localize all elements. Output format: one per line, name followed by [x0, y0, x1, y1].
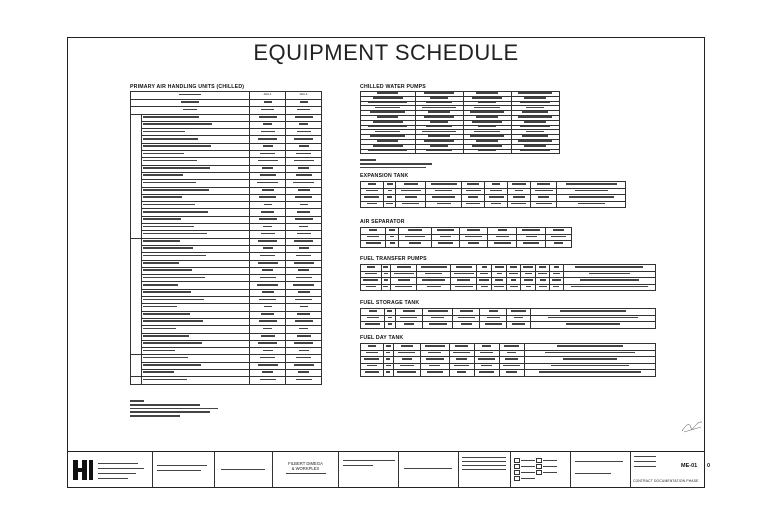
- ahu-param: [142, 151, 250, 158]
- schedule-cell: [563, 284, 655, 291]
- ahu-row: [131, 114, 322, 121]
- schedule-cell: [524, 370, 655, 377]
- air-separator-table: [360, 227, 572, 248]
- phase-label: CONTRACT DOCUMENTATION PHASE: [633, 479, 699, 483]
- ahu-row: [131, 340, 322, 347]
- tb-architect: [68, 452, 153, 487]
- ahu-value: [286, 362, 322, 369]
- fuel-day-table: [360, 343, 656, 377]
- ahu-param: [142, 121, 250, 128]
- ahu-value: [286, 326, 322, 333]
- ahu-value: [250, 260, 286, 267]
- ahu-value: [250, 143, 286, 150]
- ahu-param: [142, 369, 250, 376]
- schedule-cell: [488, 241, 516, 248]
- schedule-cell: [395, 322, 422, 329]
- ahu-row: [131, 318, 322, 325]
- schedule-cell: [474, 370, 499, 377]
- schedule-cell: [530, 201, 557, 208]
- schedule-cell: [546, 241, 572, 248]
- schedule-cell: [549, 284, 563, 291]
- ahu-value: [286, 209, 322, 216]
- ahu-param: [142, 289, 250, 296]
- ahu-title: PRIMARY AIR HANDLING UNITS (CHILLED): [130, 84, 245, 90]
- ahu-param: [142, 172, 250, 179]
- ahu-param: [142, 224, 250, 231]
- ahu-row: [131, 333, 322, 340]
- tb-consultant: [153, 452, 215, 487]
- ahu-value: [250, 194, 286, 201]
- schedule-row: [361, 370, 656, 377]
- ahu-value: [286, 114, 322, 121]
- ahu-value: [286, 100, 322, 107]
- ahu-row: [131, 304, 322, 311]
- ahu-param: [142, 129, 250, 136]
- ahu-value: [286, 151, 322, 158]
- ahu-value: [250, 165, 286, 172]
- ahu-row: [131, 377, 322, 384]
- ahu-param: [142, 238, 250, 245]
- ahu-param: [142, 340, 250, 347]
- ahu-param: [142, 333, 250, 340]
- project-name-line1: FILBERT DIMEGA: [288, 461, 323, 466]
- schedule-cell: [516, 241, 546, 248]
- ahu-param: [142, 267, 250, 274]
- schedule-cell: [361, 241, 386, 248]
- schedule-cell: [477, 284, 492, 291]
- schedule-cell: [399, 241, 432, 248]
- schedule-cell: [511, 149, 559, 154]
- ahu-param: [142, 158, 250, 165]
- ahu-value: [250, 209, 286, 216]
- ahu-value: [286, 318, 322, 325]
- signature-mark: [681, 419, 703, 433]
- ahu-value: [250, 129, 286, 136]
- ahu-header-designation: [131, 92, 250, 100]
- ahu-value: [250, 187, 286, 194]
- ahu-row: [131, 129, 322, 136]
- ahu-param: [142, 136, 250, 143]
- schedule-cell: [453, 322, 480, 329]
- sheet-title: EQUIPMENT SCHEDULE: [253, 40, 519, 65]
- ahu-row: [131, 216, 322, 223]
- schedule-cell: [390, 284, 417, 291]
- ahu-value: [286, 143, 322, 150]
- ahu-value: [286, 245, 322, 252]
- schedule-cell: [450, 284, 477, 291]
- tb-revisions: [459, 452, 511, 487]
- project-name-line2: & WORKPLEX: [291, 466, 320, 472]
- ahu-param: [131, 100, 250, 107]
- schedule-cell: [361, 201, 384, 208]
- ahu-value: [250, 180, 286, 187]
- ahu-row: [131, 369, 322, 376]
- ahu-value: [250, 136, 286, 143]
- chw-pumps-title: CHILLED WATER PUMPS: [360, 84, 426, 90]
- schedule-cell: [508, 201, 531, 208]
- ahu-value: [286, 275, 322, 282]
- schedule-cell: [425, 201, 462, 208]
- schedule-row: [361, 284, 656, 291]
- fuel-transfer-title: FUEL TRANSFER PUMPS: [360, 256, 427, 262]
- ahu-value: [286, 355, 322, 362]
- ahu-param: [142, 318, 250, 325]
- ahu-row: [131, 253, 322, 260]
- ahu-value: [286, 253, 322, 260]
- ahu-value: [286, 267, 322, 274]
- schedule-row: [361, 241, 572, 248]
- tb-drawing-title: [571, 452, 631, 487]
- ahu-value: [250, 253, 286, 260]
- ahu-value: [250, 216, 286, 223]
- ahu-row: [131, 143, 322, 150]
- schedule-cell: [361, 370, 384, 377]
- ahu-value: [286, 180, 322, 187]
- schedule-cell: [383, 201, 396, 208]
- ahu-param: [142, 194, 250, 201]
- ahu-group-label: [131, 114, 142, 238]
- schedule-cell: [383, 370, 393, 377]
- ahu-value: [286, 297, 322, 304]
- ahu-value: [286, 194, 322, 201]
- ahu-value: [250, 289, 286, 296]
- ahu-value: [250, 224, 286, 231]
- ahu-value: [250, 202, 286, 209]
- schedule-cell: [421, 370, 450, 377]
- air-separator-title: AIR SEPARATOR: [360, 219, 405, 225]
- schedule-row: [361, 149, 560, 154]
- project-name: [273, 461, 338, 472]
- ahu-value: [286, 202, 322, 209]
- ahu-row: [131, 136, 322, 143]
- ahu-value: [286, 129, 322, 136]
- drawing-sheet: [67, 37, 711, 488]
- schedule-row: [361, 322, 656, 329]
- fuel-storage-title: FUEL STORAGE TANK: [360, 300, 420, 306]
- ahu-row: [131, 297, 322, 304]
- ahu-value: [250, 362, 286, 369]
- ahu-param: [142, 253, 250, 260]
- chw-pumps-table: [360, 91, 560, 154]
- ahu-param: [142, 165, 250, 172]
- ahu-notes: [130, 400, 218, 418]
- ahu-value: [250, 340, 286, 347]
- ahu-value: [286, 348, 322, 355]
- ahu-row: [131, 151, 322, 158]
- schedule-cell: [422, 322, 453, 329]
- ahu-row: [131, 289, 322, 296]
- ahu-row: [131, 158, 322, 165]
- tb-sheet-info: [631, 452, 711, 487]
- ahu-value: [250, 114, 286, 121]
- schedule-row: [361, 201, 626, 208]
- schedule-cell: [462, 201, 485, 208]
- fuel-day-title: FUEL DAY TANK: [360, 335, 404, 341]
- ahu-row: [131, 267, 322, 274]
- ahu-param: [142, 362, 250, 369]
- sheet-number: ME-01: [681, 463, 698, 469]
- ahu-param: [142, 187, 250, 194]
- ahu-row: [131, 260, 322, 267]
- ahu-row: [131, 362, 322, 369]
- ahu-value: [286, 304, 322, 311]
- ahu-param: [142, 216, 250, 223]
- ahu-value: [250, 107, 286, 114]
- tb-contractor: [399, 452, 459, 487]
- ahu-value: [286, 107, 322, 114]
- ahu-row: [131, 282, 322, 289]
- schedule-cell: [531, 322, 656, 329]
- ahu-param: [131, 107, 250, 114]
- schedule-cell: [361, 322, 385, 329]
- schedule-cell: [480, 322, 507, 329]
- ahu-param: [142, 304, 250, 311]
- ahu-value: [286, 172, 322, 179]
- ahu-value: [286, 289, 322, 296]
- ahu-value: [250, 100, 286, 107]
- schedule-cell: [463, 149, 511, 154]
- tb-client: [339, 452, 399, 487]
- schedule-cell: [521, 284, 536, 291]
- ahu-row: [131, 355, 322, 362]
- ahu-value: [250, 326, 286, 333]
- schedule-cell: [507, 322, 531, 329]
- ahu-row: [131, 311, 322, 318]
- ahu-value: [286, 377, 322, 384]
- schedule-cell: [386, 241, 399, 248]
- ahu-value: [286, 165, 322, 172]
- ahu-param: [142, 209, 250, 216]
- schedule-cell: [460, 241, 488, 248]
- ahu-value: [250, 355, 286, 362]
- ahu-param: [142, 180, 250, 187]
- ahu-param: [142, 114, 250, 121]
- ahu-param: [142, 311, 250, 318]
- ahu-value: [250, 238, 286, 245]
- schedule-cell: [485, 201, 508, 208]
- ahu-row: [131, 194, 322, 201]
- ahu-row: [131, 238, 322, 245]
- tb-project: [273, 452, 339, 487]
- ahu-value: [286, 231, 322, 238]
- ahu-value: [250, 304, 286, 311]
- title-block: [68, 451, 711, 487]
- ahu-group-label: [131, 377, 142, 384]
- ahu-table: [130, 91, 322, 385]
- ahu-group-label: [131, 355, 142, 377]
- revision-number: 0: [707, 463, 711, 469]
- ahu-row: [131, 209, 322, 216]
- ahu-param: [142, 377, 250, 384]
- ahu-value: [286, 369, 322, 376]
- ahu-value: [250, 158, 286, 165]
- schedule-cell: [557, 201, 626, 208]
- ahu-value: [250, 369, 286, 376]
- schedule-cell: [415, 149, 463, 154]
- schedule-cell: [499, 370, 524, 377]
- ahu-value: [286, 224, 322, 231]
- ahu-param: [142, 282, 250, 289]
- ahu-value: [250, 172, 286, 179]
- ahu-row: [131, 245, 322, 252]
- ahu-row: [131, 121, 322, 128]
- expansion-tank-title: EXPANSION TANK: [360, 173, 409, 179]
- ahu-value: [250, 231, 286, 238]
- ahu-value: [250, 348, 286, 355]
- ahu-value: [250, 267, 286, 274]
- firm-logo: [73, 460, 95, 480]
- ahu-value: [250, 245, 286, 252]
- ahu-header-unit-2: AHU-2: [286, 92, 322, 100]
- schedule-cell: [393, 370, 421, 377]
- schedule-cell: [361, 284, 382, 291]
- ahu-value: [250, 275, 286, 282]
- ahu-param: [142, 275, 250, 282]
- ahu-value: [250, 151, 286, 158]
- ahu-row: [131, 165, 322, 172]
- ahu-value: [250, 333, 286, 340]
- ahu-row: [131, 107, 322, 114]
- ahu-value: [250, 311, 286, 318]
- schedule-cell: [417, 284, 450, 291]
- schedule-cell: [507, 284, 521, 291]
- ahu-value: [286, 158, 322, 165]
- ahu-row: [131, 348, 322, 355]
- ahu-param: [142, 143, 250, 150]
- ahu-value: [286, 282, 322, 289]
- ahu-param: [142, 297, 250, 304]
- ahu-value: [286, 216, 322, 223]
- ahu-value: [250, 318, 286, 325]
- ahu-row: [131, 187, 322, 194]
- ahu-row: [131, 100, 322, 107]
- fuel-storage-table: [360, 308, 656, 329]
- schedule-cell: [536, 284, 550, 291]
- ahu-param: [142, 202, 250, 209]
- ahu-value: [286, 187, 322, 194]
- chw-pumps-notes: [360, 159, 432, 170]
- ahu-param: [142, 245, 250, 252]
- ahu-header-unit-1: AHU-1: [250, 92, 286, 100]
- ahu-value: [286, 136, 322, 143]
- ahu-param: [142, 260, 250, 267]
- fuel-transfer-table: [360, 264, 656, 291]
- ahu-param: [142, 326, 250, 333]
- ahu-value: [286, 238, 322, 245]
- schedule-cell: [431, 241, 459, 248]
- ahu-row: [131, 275, 322, 282]
- schedule-cell: [492, 284, 507, 291]
- ahu-row: [131, 224, 322, 231]
- ahu-value: [286, 333, 322, 340]
- ahu-row: [131, 172, 322, 179]
- ahu-group-label: [131, 238, 142, 355]
- ahu-value: [250, 297, 286, 304]
- ahu-value: [286, 311, 322, 318]
- ahu-row: [131, 231, 322, 238]
- ahu-row: [131, 326, 322, 333]
- ahu-value: [286, 121, 322, 128]
- schedule-cell: [381, 284, 390, 291]
- schedule-cell: [361, 149, 416, 154]
- ahu-value: [250, 121, 286, 128]
- tb-checkboxes: [511, 452, 571, 487]
- expansion-tank-table: [360, 181, 626, 208]
- schedule-cell: [396, 201, 425, 208]
- ahu-value: [250, 377, 286, 384]
- ahu-value: [286, 340, 322, 347]
- ahu-param: [142, 348, 250, 355]
- ahu-param: [142, 231, 250, 238]
- ahu-row: [131, 180, 322, 187]
- ahu-param: [142, 355, 250, 362]
- ahu-value: [286, 260, 322, 267]
- tb-owner: [215, 452, 273, 487]
- ahu-value: [250, 282, 286, 289]
- schedule-cell: [385, 322, 396, 329]
- ahu-row: [131, 202, 322, 209]
- schedule-cell: [449, 370, 474, 377]
